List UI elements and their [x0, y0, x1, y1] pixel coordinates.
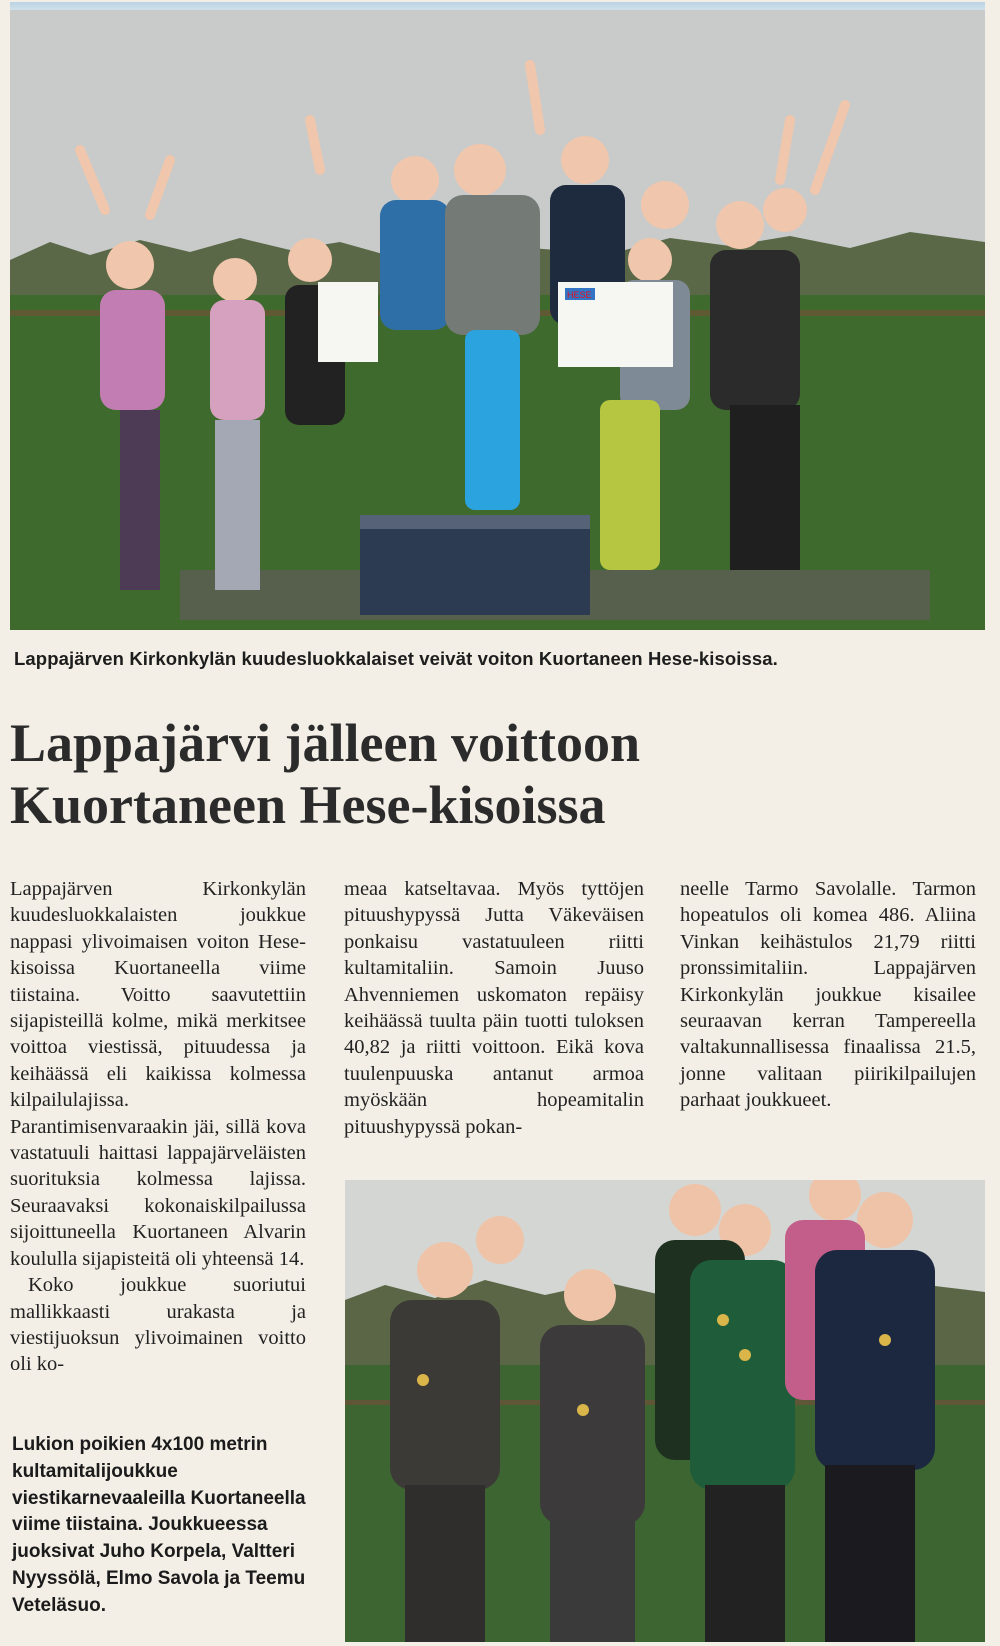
photo-relay-team — [345, 1180, 985, 1642]
photo-sixth-graders-illustration — [10, 10, 985, 630]
photo-relay-team-illustration — [345, 1180, 985, 1642]
article-headline — [10, 712, 770, 836]
photo-sixth-graders — [10, 10, 985, 630]
headline-line-1: Lappajärvi jälleen voittoon — [10, 713, 640, 773]
article-column-3 — [680, 876, 976, 1114]
top-rule — [10, 2, 985, 10]
photo-bottom-caption: Lukion poikien 4x100 metrin kultamitalijoukkue viestikarnevaaleilla Kuortaneella viime tiistaina. Joukkueessa juoksivat Juho Korpela, Valtteri Nyyssölä, Elmo Savola ja Teemu Veteläsuo. — [12, 1434, 306, 1616]
diploma-logo-text: HESE — [567, 290, 592, 300]
article-paragraph: Lappajärven Kirkonkylän kuudesluokkalaisten joukkue nappasi ylivoimaisen voiton Hese-kisoissa Kuortaneella viime tiistaina. Voitto saavutettiin sijapisteillä kolme, mikä merkitsee voittoa viestissä, pituudessa ja keihäässä eli kaikissa kolmessa kilpailulajissa. Parantimisenvaraakin jäi, sillä kova vastatuuli haittasi lappajärveläisten suorituksia kolmessa lajissa. Seuraavaksi kokonaiskilpailussa sijoittuneella Kuortaneen Alvarin koululla sijapisteitä oli yhteensä 14. — [10, 878, 306, 1270]
article-column-2 — [344, 876, 644, 1140]
article-paragraph: meaa katseltavaa. Myös tyttöjen pituushypyssä Jutta Väkeväisen ponkaisu vastatuuleen riitti kultamitaliin. Samoin Juuso Ahvenniemen uskomaton repäisy keihäässä tuulta päin tuotti tuloksen 40,82 ja riitti voittoon. Eikä kova tuulenpuuska antanut armoa myöskään hopeamitalin pituushypyssä pokan- — [344, 878, 644, 1138]
photo-top-caption: Lappajärven Kirkonkylän kuudesluokkalaiset veivät voiton Kuortaneen Hese-kisoissa. — [14, 648, 778, 669]
article-paragraph: neelle Tarmo Savolalle. Tarmon hopeatulos oli komea 486. Aliina Vinkan keihästulos 21,79 riitti pronssimitaliin. Lappajärven Kirkonkylän joukkue kisailee seuraavan kerran Tampereella valtakunnallisessa finaalissa 21.5, jonne valitaan piirikilpailujen parhaat joukkueet. — [680, 878, 976, 1112]
article-paragraph: Koko joukkue suoriutui mallikkaasti urakasta ja viestijuoksun ylivoimainen voitto oli ko- — [10, 1274, 306, 1376]
headline-line-2: Kuortaneen Hese-kisoissa — [10, 775, 606, 835]
article-column-1 — [10, 876, 306, 1378]
